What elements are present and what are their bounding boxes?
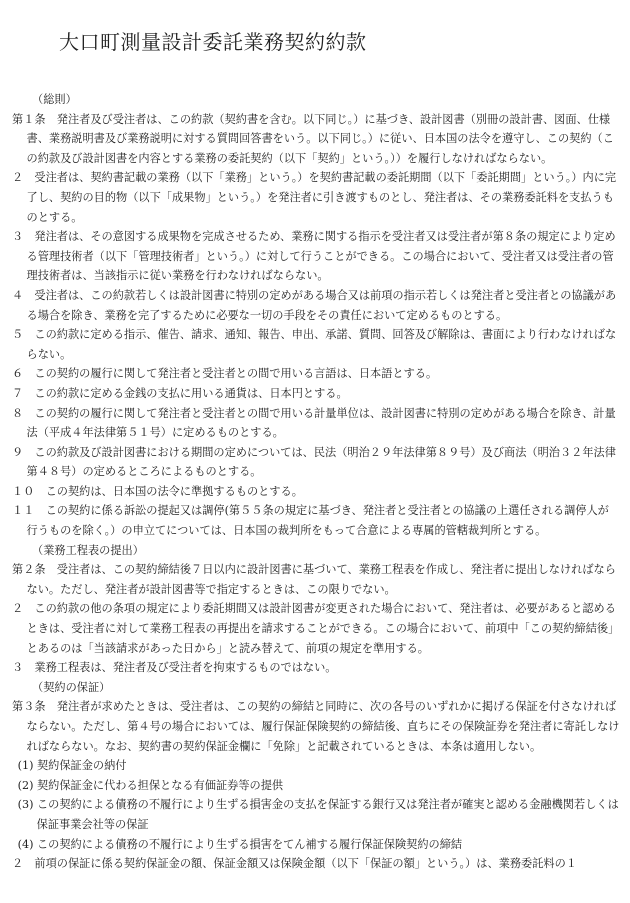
article-1-paragraph-11: １１ この契約に係る訴訟の提起又は調停(第５５条の規定に基づき、発注者と受注者との協議の上選任される調停人が行うものを除く。）の申立てについては、日本国の裁判所をもって合意による専属的管轄裁判所とする。 (12, 504, 609, 538)
article-3-item-2: (2) 契約保証金に代わる担保となる有価証券等の提供 (17, 778, 284, 792)
article-1-paragraph-5: ５ この約款に定める指示、催告、請求、通知、報告、申出、承諾、質問、回答及び解除は、書面により行わなければならない。 (12, 328, 617, 361)
article-1-paragraph-1: 第１条 発注者及び受注者は、この約款（契約書を含む。以下同じ。）に基づき、設計図書（別冊の設計書、図面、仕様書、業務説明書及び業務説明に対する質問回答書をいう。以下同じ。）に従い、日本国の法令を遵守し、この契約（この約款及び設計図書を内容とする業務の委託契約（以下「契約」という。））を履行しなければならない。 (12, 112, 614, 165)
article-3-item-4: (4) この契約による債務の不履行により生ずる損害をてん補する履行保証保険契約の締結 (17, 837, 463, 851)
article-1-paragraph-2: ２ 受注者は、契約書記載の業務（以下「業務」という。）を契約書記載の委託期間（以下「委託期間」という。）内に完了し、契約の目的物（以下「成果物」という。）を発注者に引き渡すものとし、発注者は、その業務委託料を支払うものとする。 (12, 171, 617, 224)
article-1-paragraph-3: ３ 発注者は、その意図する成果物を完成させるため、業務に関する指示を受注者又は受注者が第８条の規定により定める管理技術者（以下「管理技術者」という。）に対して行うことができる。この場合において、受注者又は受注者の管理技術者は、当該指示に従い業務を行わなければならない。 (12, 230, 616, 283)
article-1-paragraph-8: ８ この契約の履行に関して発注者と受注者との間で用いる計量単位は、設計図書に特別の定めがある場合を除き、計量法（平成４年法律第５１号）に定めるものとする。 (12, 406, 616, 440)
article-3-heading: （契約の保証） (32, 680, 111, 694)
document-title: 大口町測量設計委託業務契約約款 (59, 30, 367, 54)
article-3-item-1: (1) 契約保証金の納付 (17, 759, 127, 773)
article-3-paragraph-1: 第３条 発注者が求めたときは、受注者は、この契約の締結と同時に、次の各号のいずれかに掲げる保証を付さなければならない。ただし、第４号の場合においては、履行保証保険契約の締結後、直ちにその保険証券を発注者に寄託しなければならない。なお、契約書の契約保証金欄に「免除」と記載されているときは、本条は適用しない。 (12, 700, 620, 753)
article-2-paragraph-1: 第２条 受注者は、この契約締結後７日以内に設計図書に基づいて、業務工程表を作成し、発注者に提出しなければならない。ただし、発注者が設計図書等で指定するときは、この限りでない。 (12, 563, 616, 596)
article-1-paragraph-6: ６ この契約の履行に関して発注者と受注者との間で用いる言語は、日本語とする。 (12, 367, 438, 381)
article-1-heading: （総則） (32, 93, 77, 106)
article-2-heading: （業務工程表の提出） (32, 543, 144, 557)
contract-body (12, 90, 620, 874)
article-2-paragraph-2: ２ この約款の他の条項の規定により委託期間又は設計図書が変更された場合において、発注者は、必要があると認めるときは、受注者に対して業務工程表の再提出を請求することができる。この場合において、前項中「この契約締結後」とあるのは「当該請求があった日から」と読み替えて、前項の規定を準用する。 (12, 602, 620, 655)
article-1-paragraph-7: ７ この約款に定める金銭の支払に用いる通貨は、日本円とする。 (12, 386, 348, 400)
article-3-paragraph-2: ２ 前項の保証に係る契約保証金の額、保証金額又は保険金額（以下「保証の額」という。）は、業務委託料の１ (12, 857, 577, 871)
article-1-paragraph-4: ４ 受注者は、この約款若しくは設計図書に特別の定めがある場合又は前項の指示若しくは発注者と受注者との協議がある場合を除き、業務を完了するために必要な一切の手段をその責任において定めるものとする。 (12, 288, 617, 322)
article-3-item-3: (3) この契約による債務の不履行により生ずる損害金の支払を保証する銀行又は発注者が確実と認める金融機関若しくは保証事業会社等の保証 (17, 798, 619, 831)
article-1-paragraph-9: ９ この約款及び設計図書における期間の定めについては、民法（明治２９年法律第８９号）及び商法（明治３２年法律第４８号）の定めるところによるものとする。 (12, 445, 616, 479)
article-1-paragraph-10: １０ この契約は、日本国の法令に準拠するものとする。 (12, 484, 303, 498)
article-2-paragraph-3: ３ 業務工程表は、発注者及び受注者を拘束するものではない。 (12, 661, 337, 675)
